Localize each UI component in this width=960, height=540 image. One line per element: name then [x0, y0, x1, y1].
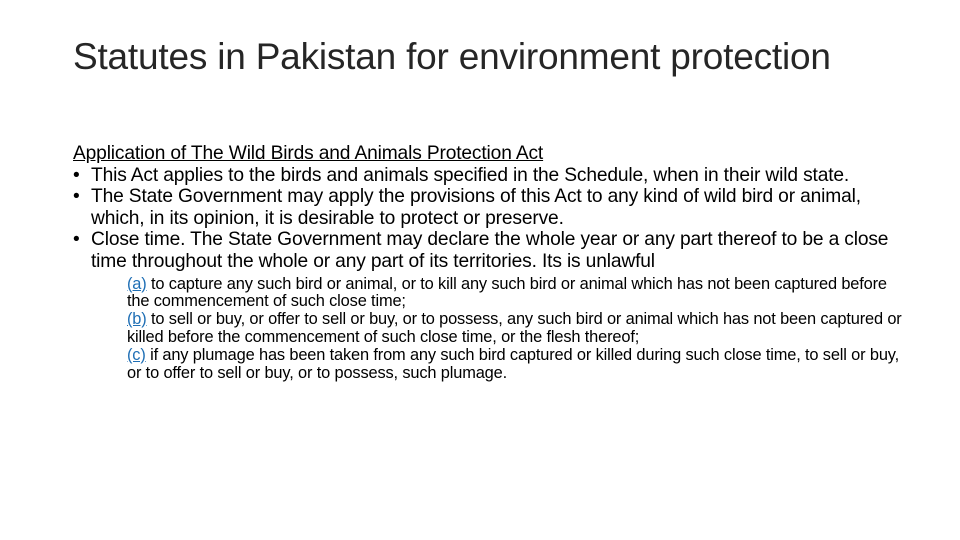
bullet-glyph: •	[73, 164, 80, 186]
sub-item-label: (b)	[127, 310, 147, 329]
bullet-glyph: •	[73, 186, 80, 208]
bullet-list	[73, 164, 902, 383]
sub-item-label: (a)	[127, 274, 147, 293]
slide-content	[73, 143, 902, 382]
bullet-text: The State Government may apply the provisions of this Act to any kind of wild bird or animal, which, in its opinion, it is desirable to protect or preserve.	[91, 186, 861, 229]
bullet-glyph: •	[73, 229, 80, 251]
bullet-text: Close time. The State Government may declare the whole year or any part thereof to be a close time throughout the whole or any part of its territories. Its is unlawful	[91, 229, 889, 272]
sub-item	[127, 311, 907, 347]
sub-item-text: if any plumage has been taken from any such bird captured or killed during such close time, to sell or buy, or to offer to sell or buy, or to possess, such plumage.	[127, 345, 900, 382]
sub-item	[127, 347, 907, 383]
sub-item-text: to sell or buy, or offer to sell or buy, or to possess, any such bird or animal which has not been captured or killed before the commencement of such close time, or the flesh thereof;	[127, 310, 902, 346]
bullet-text: This Act applies to the birds and animals specified in the Schedule, when in their wild state.	[91, 164, 850, 186]
bullet-item	[73, 165, 893, 187]
sub-item	[127, 276, 907, 312]
sub-item-label: (c)	[127, 345, 146, 364]
sub-item-list	[127, 276, 907, 383]
sub-item-text: to capture any such bird or animal, or to kill any such bird or animal which has not been captured before the commencement of such close time;	[127, 274, 887, 311]
slide-title: Statutes in Pakistan for environment protection	[73, 36, 831, 77]
bullet-item	[73, 229, 902, 382]
section-heading: Application of The Wild Birds and Animals Protection Act	[73, 143, 544, 164]
bullet-item	[73, 186, 893, 229]
